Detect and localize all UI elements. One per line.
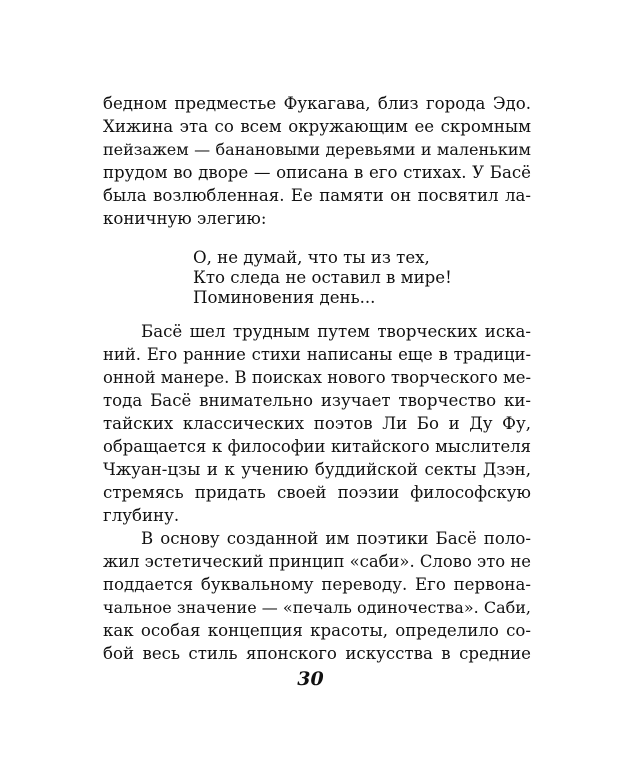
- text-line: бой весь стиль японского искусства в средние: [103, 644, 531, 663]
- text-line: поддается буквальному переводу. Его первона-: [103, 575, 531, 594]
- text-line: В основу созданной им поэтики Басё поло-: [141, 529, 531, 548]
- text-line: Чжуан-цзы и к учению буддийской секты Дзэн,: [103, 460, 531, 479]
- text-line: Басё шел трудным путем творческих иска-: [141, 322, 531, 341]
- text-line: стремясь придать своей поэзии философскую: [103, 483, 531, 502]
- verse-line: Поминовения день...: [193, 288, 376, 307]
- verse-line: О, не думай, что ты из тех,: [193, 248, 430, 267]
- text-line: жил эстетический принцип «саби». Слово это не: [103, 552, 531, 571]
- text-line: бедном предместье Фукагава, близ города Эдо.: [103, 94, 531, 113]
- text-line: прудом во дворе — описана в его стихах. У Басё: [103, 163, 531, 182]
- text-line: была возлюбленная. Ее памяти он посвятил ла-: [103, 186, 531, 205]
- text-line: коничную элегию:: [103, 209, 267, 228]
- text-line: пейзажем — банановыми деревьями и маленьким: [103, 140, 531, 159]
- text-line: тода Басё внимательно изучает творчество ки-: [103, 391, 531, 410]
- text-line: ний. Его ранние стихи написаны еще в традици-: [103, 345, 531, 364]
- verse-line: Кто следа не оставил в мире!: [193, 268, 452, 287]
- text-line: как особая концепция красоты, определило со-: [103, 621, 531, 640]
- text-line: тайских классических поэтов Ли Бо и Ду Фу,: [103, 414, 531, 433]
- page-number: 30: [297, 668, 324, 690]
- text-line: глубину.: [103, 506, 180, 525]
- text-line: онной манере. В поисках нового творческого ме-: [103, 368, 531, 387]
- text-line: чальное значение — «печаль одиночества». Саби,: [103, 598, 531, 617]
- text-line: Хижина эта со всем окружающим ее скромным: [103, 117, 531, 136]
- text-line: обращается к философии китайского мыслителя: [103, 437, 531, 456]
